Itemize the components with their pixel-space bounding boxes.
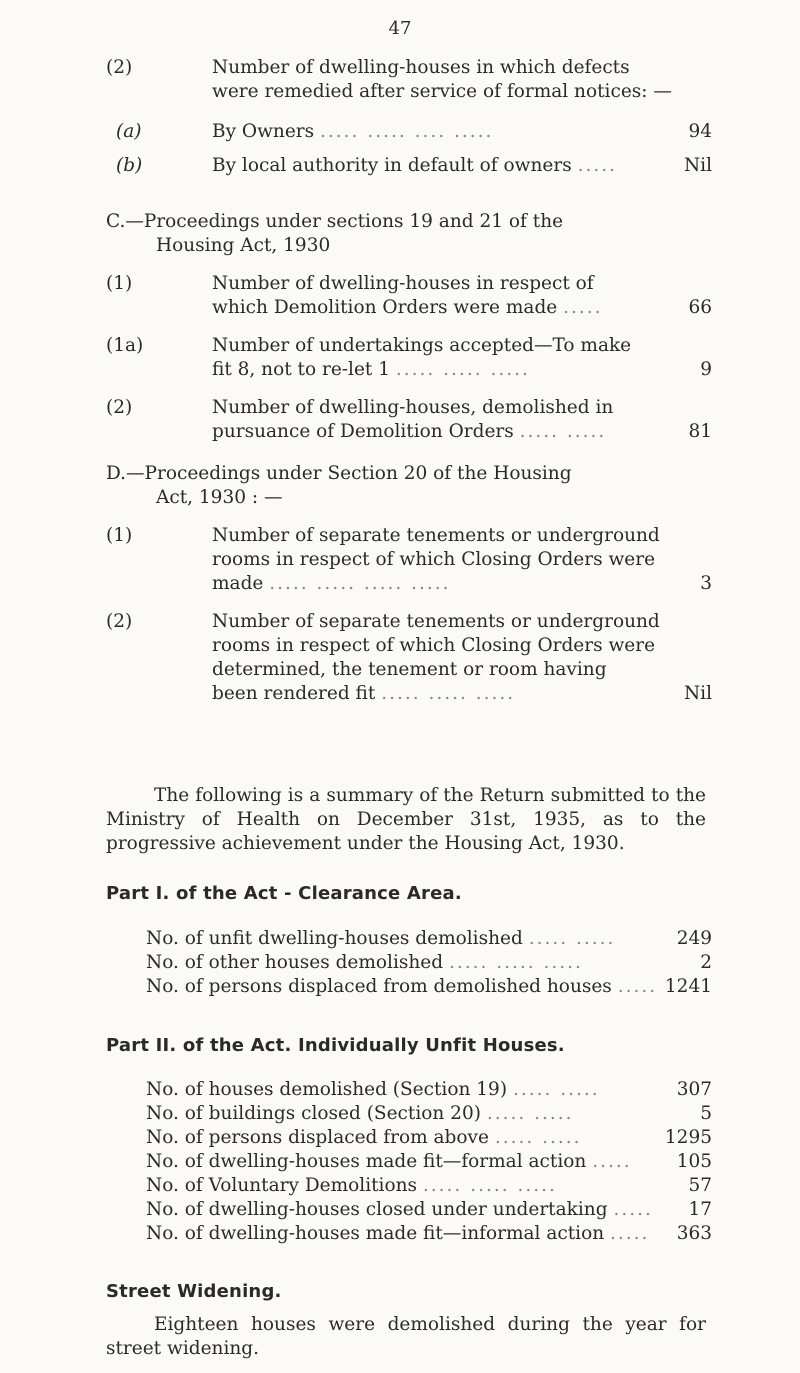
sub-number-b: (b) xyxy=(116,155,143,176)
section-c-title-line2: Housing Act, 1930 xyxy=(156,235,331,256)
part-2-row xyxy=(146,1150,712,1174)
leader-dots: ..... ..... xyxy=(512,1079,600,1100)
item-2-defects xyxy=(0,56,800,106)
row-by-local-authority xyxy=(0,154,800,188)
leader-dots: ..... xyxy=(563,297,603,318)
section-d-title-line2: Act, 1930 : — xyxy=(156,487,283,508)
section-c-title xyxy=(0,210,800,258)
item-text-line3: made xyxy=(212,573,264,594)
section-d-title-line1: D.—Proceedings under Section 20 of the Housing xyxy=(106,463,572,484)
row-label: No. of buildings closed (Section 20) xyxy=(146,1103,481,1124)
section-c-item-2 xyxy=(0,396,800,444)
item-text-line1: Number of dwelling-houses in which defects xyxy=(212,57,630,78)
section-d-item-1 xyxy=(0,524,800,596)
leader-dots: ..... xyxy=(617,976,658,997)
row-label: No. of dwelling-houses made fit—informal action xyxy=(146,1223,605,1244)
part-2-row xyxy=(146,1078,712,1102)
item-text-line2: fit 8, not to re-let 1 xyxy=(212,359,390,380)
item-text-line2: which Demolition Orders were made xyxy=(212,297,558,318)
part-2-row xyxy=(146,1198,712,1222)
item-text-line1: Number of separate tenements or underground xyxy=(212,611,660,632)
item-text-line1: Number of undertakings accepted—To make xyxy=(212,335,632,356)
part-2-row xyxy=(146,1126,712,1150)
item-value: 9 xyxy=(700,359,712,380)
leader-dots: ..... xyxy=(592,1151,632,1172)
row-value: 249 xyxy=(676,928,712,949)
item-text-line4: been rendered fit xyxy=(212,683,376,704)
sub-number-a: (a) xyxy=(116,121,142,142)
row-label: No. of persons displaced from above xyxy=(146,1127,489,1148)
leader-dots: ..... ..... xyxy=(486,1103,574,1124)
row-label: No. of Voluntary Demolitions xyxy=(146,1175,418,1196)
part-2-row xyxy=(146,1102,712,1126)
row-label: No. of other houses demolished xyxy=(146,952,444,973)
section-c-item-1 xyxy=(0,272,800,320)
item-text-line2: rooms in respect of which Closing Orders were xyxy=(212,549,656,570)
item-text-line1: Number of separate tenements or underground xyxy=(212,525,660,546)
row-value: 1295 xyxy=(664,1127,712,1148)
row-value: 5 xyxy=(700,1103,712,1124)
row-value: 57 xyxy=(688,1175,712,1196)
section-b xyxy=(0,56,800,174)
part-1-row xyxy=(146,951,712,975)
leader-dots: ..... ..... xyxy=(519,421,607,442)
leader-dots: ..... ..... ..... xyxy=(422,1175,557,1196)
street-widening-heading: Street Widening. xyxy=(106,1281,282,1302)
section-c-item-1a xyxy=(0,334,800,382)
leader-dots: ..... ..... ..... ..... xyxy=(269,573,451,594)
item-number: (1) xyxy=(106,525,133,546)
label-local-authority: By local authority in default of owners xyxy=(212,155,572,176)
leader-dots: ..... ..... ..... xyxy=(395,359,530,380)
row-by-owners xyxy=(0,120,800,154)
item-value: 66 xyxy=(688,297,712,318)
value-local-authority: Nil xyxy=(683,155,712,176)
item-number: (2) xyxy=(106,57,133,78)
value-by-owners: 94 xyxy=(688,121,712,142)
part-2-row xyxy=(146,1174,712,1198)
leader-dots: ..... ..... .... ..... xyxy=(320,121,494,142)
part-2-row xyxy=(146,1222,712,1246)
row-label: No. of dwelling-houses made fit—formal action xyxy=(146,1151,587,1172)
label-by-owners: By Owners xyxy=(212,121,315,142)
section-d-title xyxy=(0,462,800,510)
leader-dots: ..... ..... ..... xyxy=(448,952,583,973)
leader-dots: ..... xyxy=(613,1199,653,1220)
item-text-line3: determined, the tenement or room having xyxy=(212,659,607,680)
item-number: (2) xyxy=(106,397,133,418)
part-1-row xyxy=(146,975,712,999)
row-label: No. of houses demolished (Section 19) xyxy=(146,1079,508,1100)
item-text-line1: Number of dwelling-houses in respect of xyxy=(212,273,594,294)
item-value: 81 xyxy=(688,421,712,442)
part-1-heading: Part I. of the Act - Clearance Area. xyxy=(106,883,462,904)
row-value: 17 xyxy=(688,1199,712,1220)
section-c xyxy=(0,210,800,442)
section-d-item-2 xyxy=(0,610,800,706)
leader-dots: ..... xyxy=(577,155,617,176)
row-label: No. of dwelling-houses closed under undertaking xyxy=(146,1199,608,1220)
item-number: (2) xyxy=(106,611,133,632)
row-value: 2 xyxy=(700,952,712,973)
row-label: No. of unfit dwelling-houses demolished xyxy=(146,928,523,949)
part-2-heading: Part II. of the Act. Individually Unfit Houses. xyxy=(106,1035,565,1056)
row-value: 1241 xyxy=(664,976,712,997)
item-number: (1a) xyxy=(106,335,144,356)
item-number: (1) xyxy=(106,273,133,294)
street-widening-text: Eighteen houses were demolished during the year for street widening. xyxy=(106,1314,706,1359)
item-value: Nil xyxy=(683,683,712,704)
section-c-title-line1: C.—Proceedings under sections 19 and 21 of the xyxy=(106,211,564,232)
row-value: 105 xyxy=(676,1151,712,1172)
row-label: No. of persons displaced from demolished houses xyxy=(146,976,612,997)
summary-paragraph: The following is a summary of the Return submitted to the Ministry of Health on December 31st, 1935, as to the progressive achievement under the Housing Act, 1930. xyxy=(106,785,706,854)
row-value: 307 xyxy=(676,1079,712,1100)
leader-dots: ..... xyxy=(610,1223,650,1244)
item-text-line2: were remedied after service of formal notices: — xyxy=(212,81,672,102)
section-d xyxy=(0,462,800,704)
item-value: 3 xyxy=(700,573,712,594)
item-text-line1: Number of dwelling-houses, demolished in xyxy=(212,397,614,418)
leader-dots: ..... ..... xyxy=(494,1127,582,1148)
leader-dots: ..... ..... ..... xyxy=(381,683,516,704)
part-1-row xyxy=(146,927,712,951)
row-value: 363 xyxy=(676,1223,712,1244)
page-number: 47 xyxy=(388,18,412,39)
leader-dots: ..... ..... xyxy=(528,928,616,949)
item-text-line2: rooms in respect of which Closing Orders were xyxy=(212,635,656,656)
item-text-line2: pursuance of Demolition Orders xyxy=(212,421,514,442)
